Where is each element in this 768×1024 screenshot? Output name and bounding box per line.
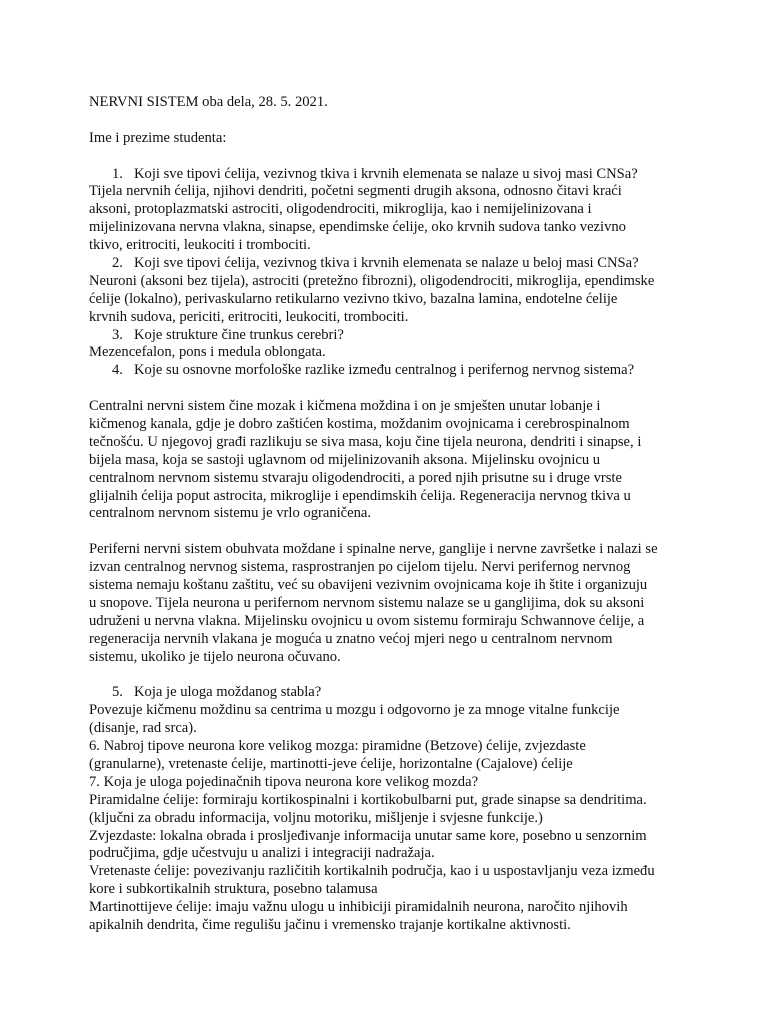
- answer-line: područjima, gdje učestvuju u analizi i integraciji nadražaja.: [89, 845, 435, 862]
- question-number: 3.: [112, 326, 123, 343]
- blank-line: [89, 112, 689, 130]
- answer-line: aksoni, protoplazmatski astrociti, oligodendrociti, mikroglija, kao i nemijelinizovana i: [89, 201, 592, 218]
- document-page: [89, 94, 689, 935]
- blank-line: [89, 523, 689, 541]
- question-number: 5.: [112, 684, 123, 701]
- question-number: 4.: [112, 362, 123, 379]
- answer-line: izvan centralnog nervnog sistema, rasprostranjen po cijelom tijelu. Nervi perifernog nervnog: [89, 559, 631, 576]
- answer-line: centralnom nervnom sistemu je vrlo ograničena.: [89, 505, 372, 522]
- answer-line: apikalnih dendrita, čime regulišu jačinu i vremensko trajanje kortikalne aktivnosti.: [89, 916, 571, 933]
- answer-line: tečnošću. U njegovoj građi razlikuju se siva masa, koju čine tijela neurona, dendriti i sinapse, i: [89, 433, 642, 450]
- answer-line: Periferni nervni sistem obuhvata moždane i spinalne nerve, ganglije i nervne završetke i nalazi se: [89, 541, 658, 558]
- answer-line: kore i subkortikalnih struktura, posebno talamusa: [89, 881, 378, 898]
- question-3: [89, 327, 689, 345]
- question-7: 7. Koja je uloga pojedinačnih tipova neurona kore velikog mozda?: [89, 773, 479, 790]
- student-name-label: Ime i prezime studenta:: [89, 129, 227, 146]
- answer-line: Martinottijeve ćelije: imaju važnu ulogu u inhibiciji piramidalnih neurona, naročito njihovih: [89, 899, 628, 916]
- answer-line: mijelinizovana nervna vlakna, sinapse, ependimske ćelije, oko krvnih sudova tanko vezivno: [89, 219, 626, 236]
- answer-line: Centralni nervni sistem čine mozak i kičmena moždina i on je smješten unutar lobanje i: [89, 398, 601, 415]
- answer-line: bijela masa, koja se sastoji uglavnom od mijelinizovanih aksona. Mijelinsku ovojnicu u: [89, 451, 601, 468]
- answer-line: sistema nemaju koštanu zaštitu, već su obavijeni vezivnim ovojnicama koje ih štite i organizuju: [89, 577, 648, 594]
- question-text: Koje su osnovne morfološke razlike između centralnog i perifernog nervnog sistema?: [134, 362, 635, 379]
- answer-line: Tijela nervnih ćelija, njihovi dendriti, početni segmenti drugih aksona, odnosno čitavi kraći: [89, 183, 622, 200]
- blank-line: [89, 380, 689, 398]
- answer-line: Vretenaste ćelije: povezivanju različitih kortikalnih područja, kao i u uspostavljanju veza između: [89, 863, 655, 880]
- question-text: Koji sve tipovi ćelija, vezivnog tkiva i krvnih elemenata se nalaze u beloj masi CNSa?: [134, 255, 639, 272]
- document-title: NERVNI SISTEM oba dela, 28. 5. 2021.: [89, 94, 328, 110]
- answer-line: centralnom nervnom sistemu stvaraju oligodendrociti, a pored njih prisutne su i druge vrste: [89, 469, 622, 486]
- question-text: Koje strukture čine trunkus cerebri?: [134, 326, 344, 343]
- blank-line: [89, 667, 689, 685]
- answer-line: glijalnih ćelija poput astrocita, mikroglije i ependimskih ćelija. Regeneracija nervnog tkiva u: [89, 487, 631, 504]
- answer-line: udruženi u nervna vlakna. Mijelinsku ovojnicu u ovom sistemu formiraju Schwannove ćelije, a: [89, 612, 645, 629]
- answer-line: Neuroni (aksoni bez tijela), astrociti (pretežno fibrozni), oligodendrociti, mikroglija, ependimske: [89, 272, 655, 289]
- question-6-continued: (granularne), vretenaste ćelije, martinotti-jeve ćelije, horizontalne (Cajalove) ćelije: [89, 755, 573, 772]
- answer-line: u snopove. Tijela neurona u perifernom nervnom sistemu nalaze se u ganglijima, dok su aksoni: [89, 594, 645, 611]
- question-5: [89, 684, 689, 702]
- question-6: 6. Nabroj tipove neurona kore velikog mozga: piramidne (Betzove) ćelije, zvjezdaste: [89, 738, 586, 755]
- blank-line: [89, 148, 689, 166]
- question-1: [89, 166, 689, 184]
- question-text: Koji sve tipovi ćelija, vezivnog tkiva i krvnih elemenata se nalaze u sivoj masi CNSa?: [134, 165, 638, 182]
- question-text: Koja je uloga moždanog stabla?: [134, 684, 322, 701]
- answer-line: krvnih sudova, periciti, eritrociti, leukociti, trombociti.: [89, 308, 409, 325]
- answer-line: regeneracija nervnih vlakana je moguća u znatno većoj mjeri nego u centralnom nervnom: [89, 630, 613, 647]
- answer-line: Mezencefalon, pons i medula oblongata.: [89, 344, 326, 361]
- question-4: [89, 362, 689, 380]
- question-2: [89, 255, 689, 273]
- answer-line: (disanje, rad srca).: [89, 720, 197, 737]
- answer-line: sistemu, ukoliko je tijelo neurona očuvano.: [89, 648, 341, 665]
- answer-line: ćelije (lokalno), perivaskularno retikularno vezivno tkivo, bazalna lamina, endotelne ćelije: [89, 290, 618, 307]
- answer-line: kičmenog kanala, gdje je dobro zaštićen kostima, moždanim ovojnicama i cerebrospinalnom: [89, 416, 630, 433]
- answer-line: (ključni za obradu informacija, voljnu motoriku, mišljenje i svjesne funkcije.): [89, 809, 543, 826]
- question-number: 1.: [112, 165, 123, 182]
- answer-line: tkivo, eritrociti, leukociti i trombociti.: [89, 237, 311, 254]
- answer-line: Povezuje kičmenu moždinu sa centrima u mozgu i odgovorno je za mnoge vitalne funkcije: [89, 702, 620, 719]
- answer-line: Piramidalne ćelije: formiraju kortikospinalni i kortikobulbarni put, grade sinapse sa dendritima.: [89, 791, 647, 808]
- question-number: 2.: [112, 255, 123, 272]
- answer-line: Zvjezdaste: lokalna obrada i prosljeđivanje informacija unutar same kore, posebno u senzornim: [89, 827, 647, 844]
